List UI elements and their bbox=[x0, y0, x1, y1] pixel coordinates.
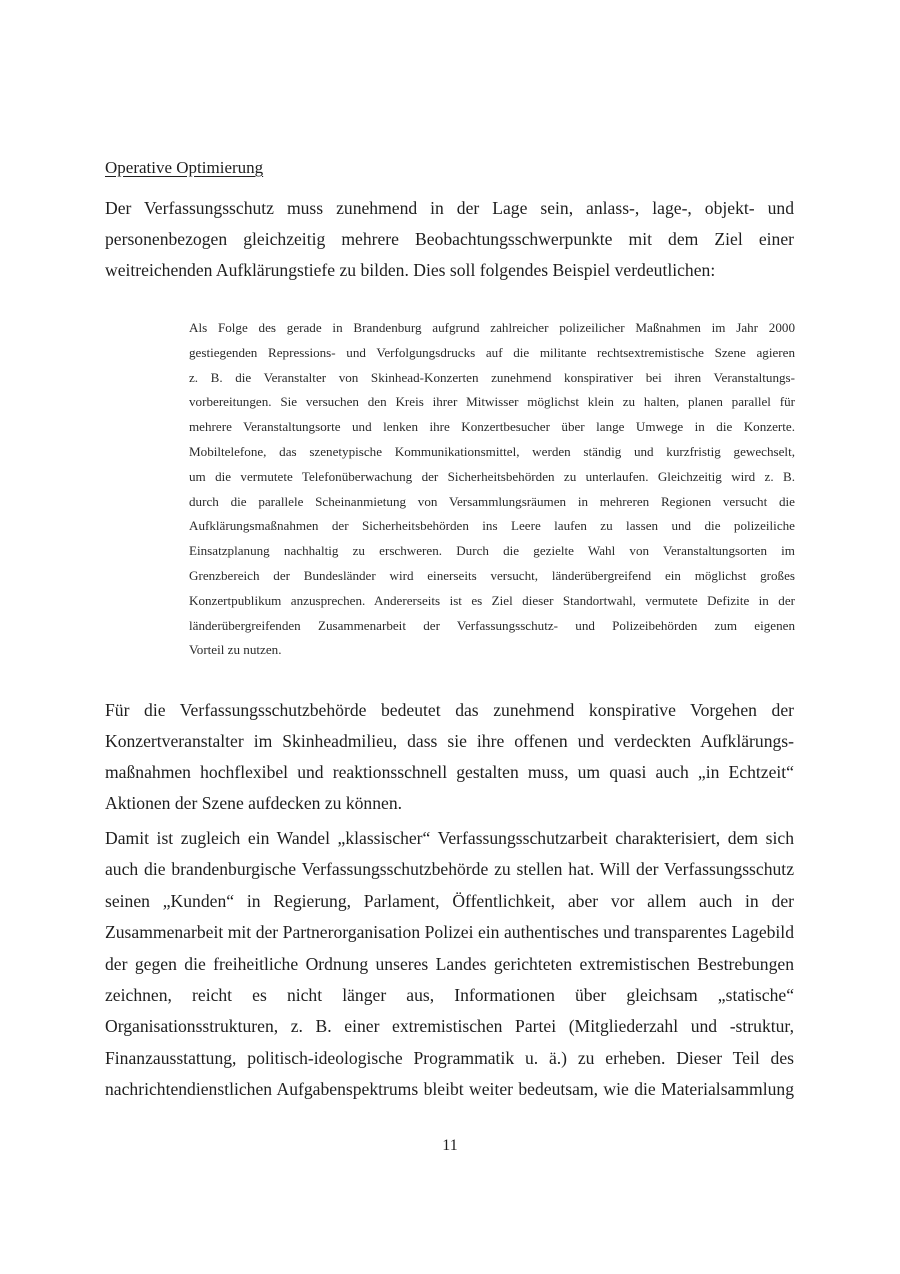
text-line: personenbezogen gleichzeitig mehrere Beobachtungsschwerpunkte mit dem Ziel einer bbox=[105, 229, 794, 249]
quote-line: um die vermutete Telefonüberwachung der Sicherheitsbehörden zu unterlaufen. Gleichzeitig wird z. B. bbox=[189, 468, 795, 484]
text-line: Konzertveranstalter im Skinheadmilieu, dass sie ihre offenen und verdeckten Aufklärungs- bbox=[105, 731, 794, 751]
page-number: 11 bbox=[442, 1137, 458, 1154]
text-line: Organisationsstrukturen, z. B. einer extremistischen Partei (Mitgliederzahl und -struktur, bbox=[105, 1016, 794, 1037]
paragraph-konzertveranstalter bbox=[105, 695, 794, 819]
text-line: Zusammenarbeit mit der Partnerorganisation Polizei ein authentisches und transparentes Lagebild bbox=[105, 922, 794, 943]
intro-paragraph bbox=[105, 193, 794, 286]
text-line: auch die brandenburgische Verfassungsschutzbehörde zu stellen hat. Will der Verfassungsschutz bbox=[105, 859, 794, 880]
quote-line: vorbereitungen. Sie versuchen den Kreis ihrer Mitwisser möglichst klein zu halten, planen parallel für bbox=[189, 394, 795, 410]
quote-line: mehrere Veranstaltungsorte und lenken ihre Konzertbesucher über lange Umwege in die Konzerte. bbox=[189, 419, 795, 435]
text-line: Damit ist zugleich ein Wandel „klassischer“ Verfassungsschutzarbeit charakterisiert, dem sich bbox=[105, 828, 794, 848]
text-line: weitreichenden Aufklärungstiefe zu bilden. Dies soll folgendes Beispiel verdeutlichen: bbox=[105, 260, 716, 280]
quote-line: z. B. die Veranstalter von Skinhead-Konzerten zunehmend konspirativer bei ihren Veranstaltungs- bbox=[189, 369, 795, 385]
text-line: der gegen die freiheitliche Ordnung unseres Landes gerichteten extremistischen Bestrebungen bbox=[105, 953, 794, 974]
quote-line: Grenzbereich der Bundesländer wird einerseits versucht, länderübergreifend ein möglichst großes bbox=[189, 567, 795, 583]
text-line: Der Verfassungsschutz muss zunehmend in der Lage sein, anlass-, lage-, objekt- und bbox=[105, 198, 794, 218]
text-line: nachrichtendienstlichen Aufgabenspektrums bleibt weiter bedeutsam, wie die Materialsammlung bbox=[105, 1079, 794, 1100]
text-line: Aktionen der Szene aufdecken zu können. bbox=[105, 793, 403, 813]
text-line: Finanzausstattung, politisch-ideologische Programmatik u. ä.) zu erheben. Dieser Teil des bbox=[105, 1047, 794, 1068]
text-line: Für die Verfassungsschutzbehörde bedeutet das zunehmend konspirative Vorgehen der bbox=[105, 700, 794, 720]
indented-example-quote bbox=[189, 316, 795, 663]
quote-line: gestiegenden Repressions- und Verfolgungsdrucks auf die militante rechtsextremistische Szene agieren bbox=[189, 344, 795, 360]
quote-line: Aufklärungsmaßnahmen der Sicherheitsbehörden ins Leere laufen zu lassen und die polizeiliche bbox=[189, 518, 795, 534]
paragraph-wandel bbox=[105, 823, 794, 1106]
quote-line: länderübergreifenden Zusammenarbeit der Verfassungsschutz- und Polizeibehörden zum eigenen bbox=[189, 617, 795, 633]
quote-line: durch die parallele Scheinanmietung von Versammlungsräumen in mehreren Regionen versucht die bbox=[189, 493, 795, 509]
section-heading: Operative Optimierung bbox=[105, 158, 264, 177]
text-line: maßnahmen hochflexibel und reaktionsschnell gestalten muss, um quasi auch „in Echtzeit“ bbox=[105, 762, 794, 782]
quote-line: Konzertpublikum anzusprechen. Andererseits ist es Ziel dieser Standortwahl, vermutete Defizite in der bbox=[189, 592, 795, 608]
text-line: zeichnen, reicht es nicht länger aus, Informationen über gleichsam „statische“ bbox=[105, 985, 794, 1006]
quote-line: Vorteil zu nutzen. bbox=[189, 642, 282, 658]
quote-line: Mobiltelefone, das szenetypische Kommunikationsmittel, werden ständig und kurzfristig gewechselt, bbox=[189, 443, 795, 459]
text-line: seinen „Kunden“ in Regierung, Parlament, Öffentlichkeit, aber vor allem auch in der bbox=[105, 890, 794, 911]
quote-line: Einsatzplanung nachhaltig zu erschweren. Durch die gezielte Wahl von Veranstaltungsorten im bbox=[189, 543, 795, 559]
quote-line: Als Folge des gerade in Brandenburg aufgrund zahlreicher polizeilicher Maßnahmen im Jahr 2000 bbox=[189, 320, 795, 335]
